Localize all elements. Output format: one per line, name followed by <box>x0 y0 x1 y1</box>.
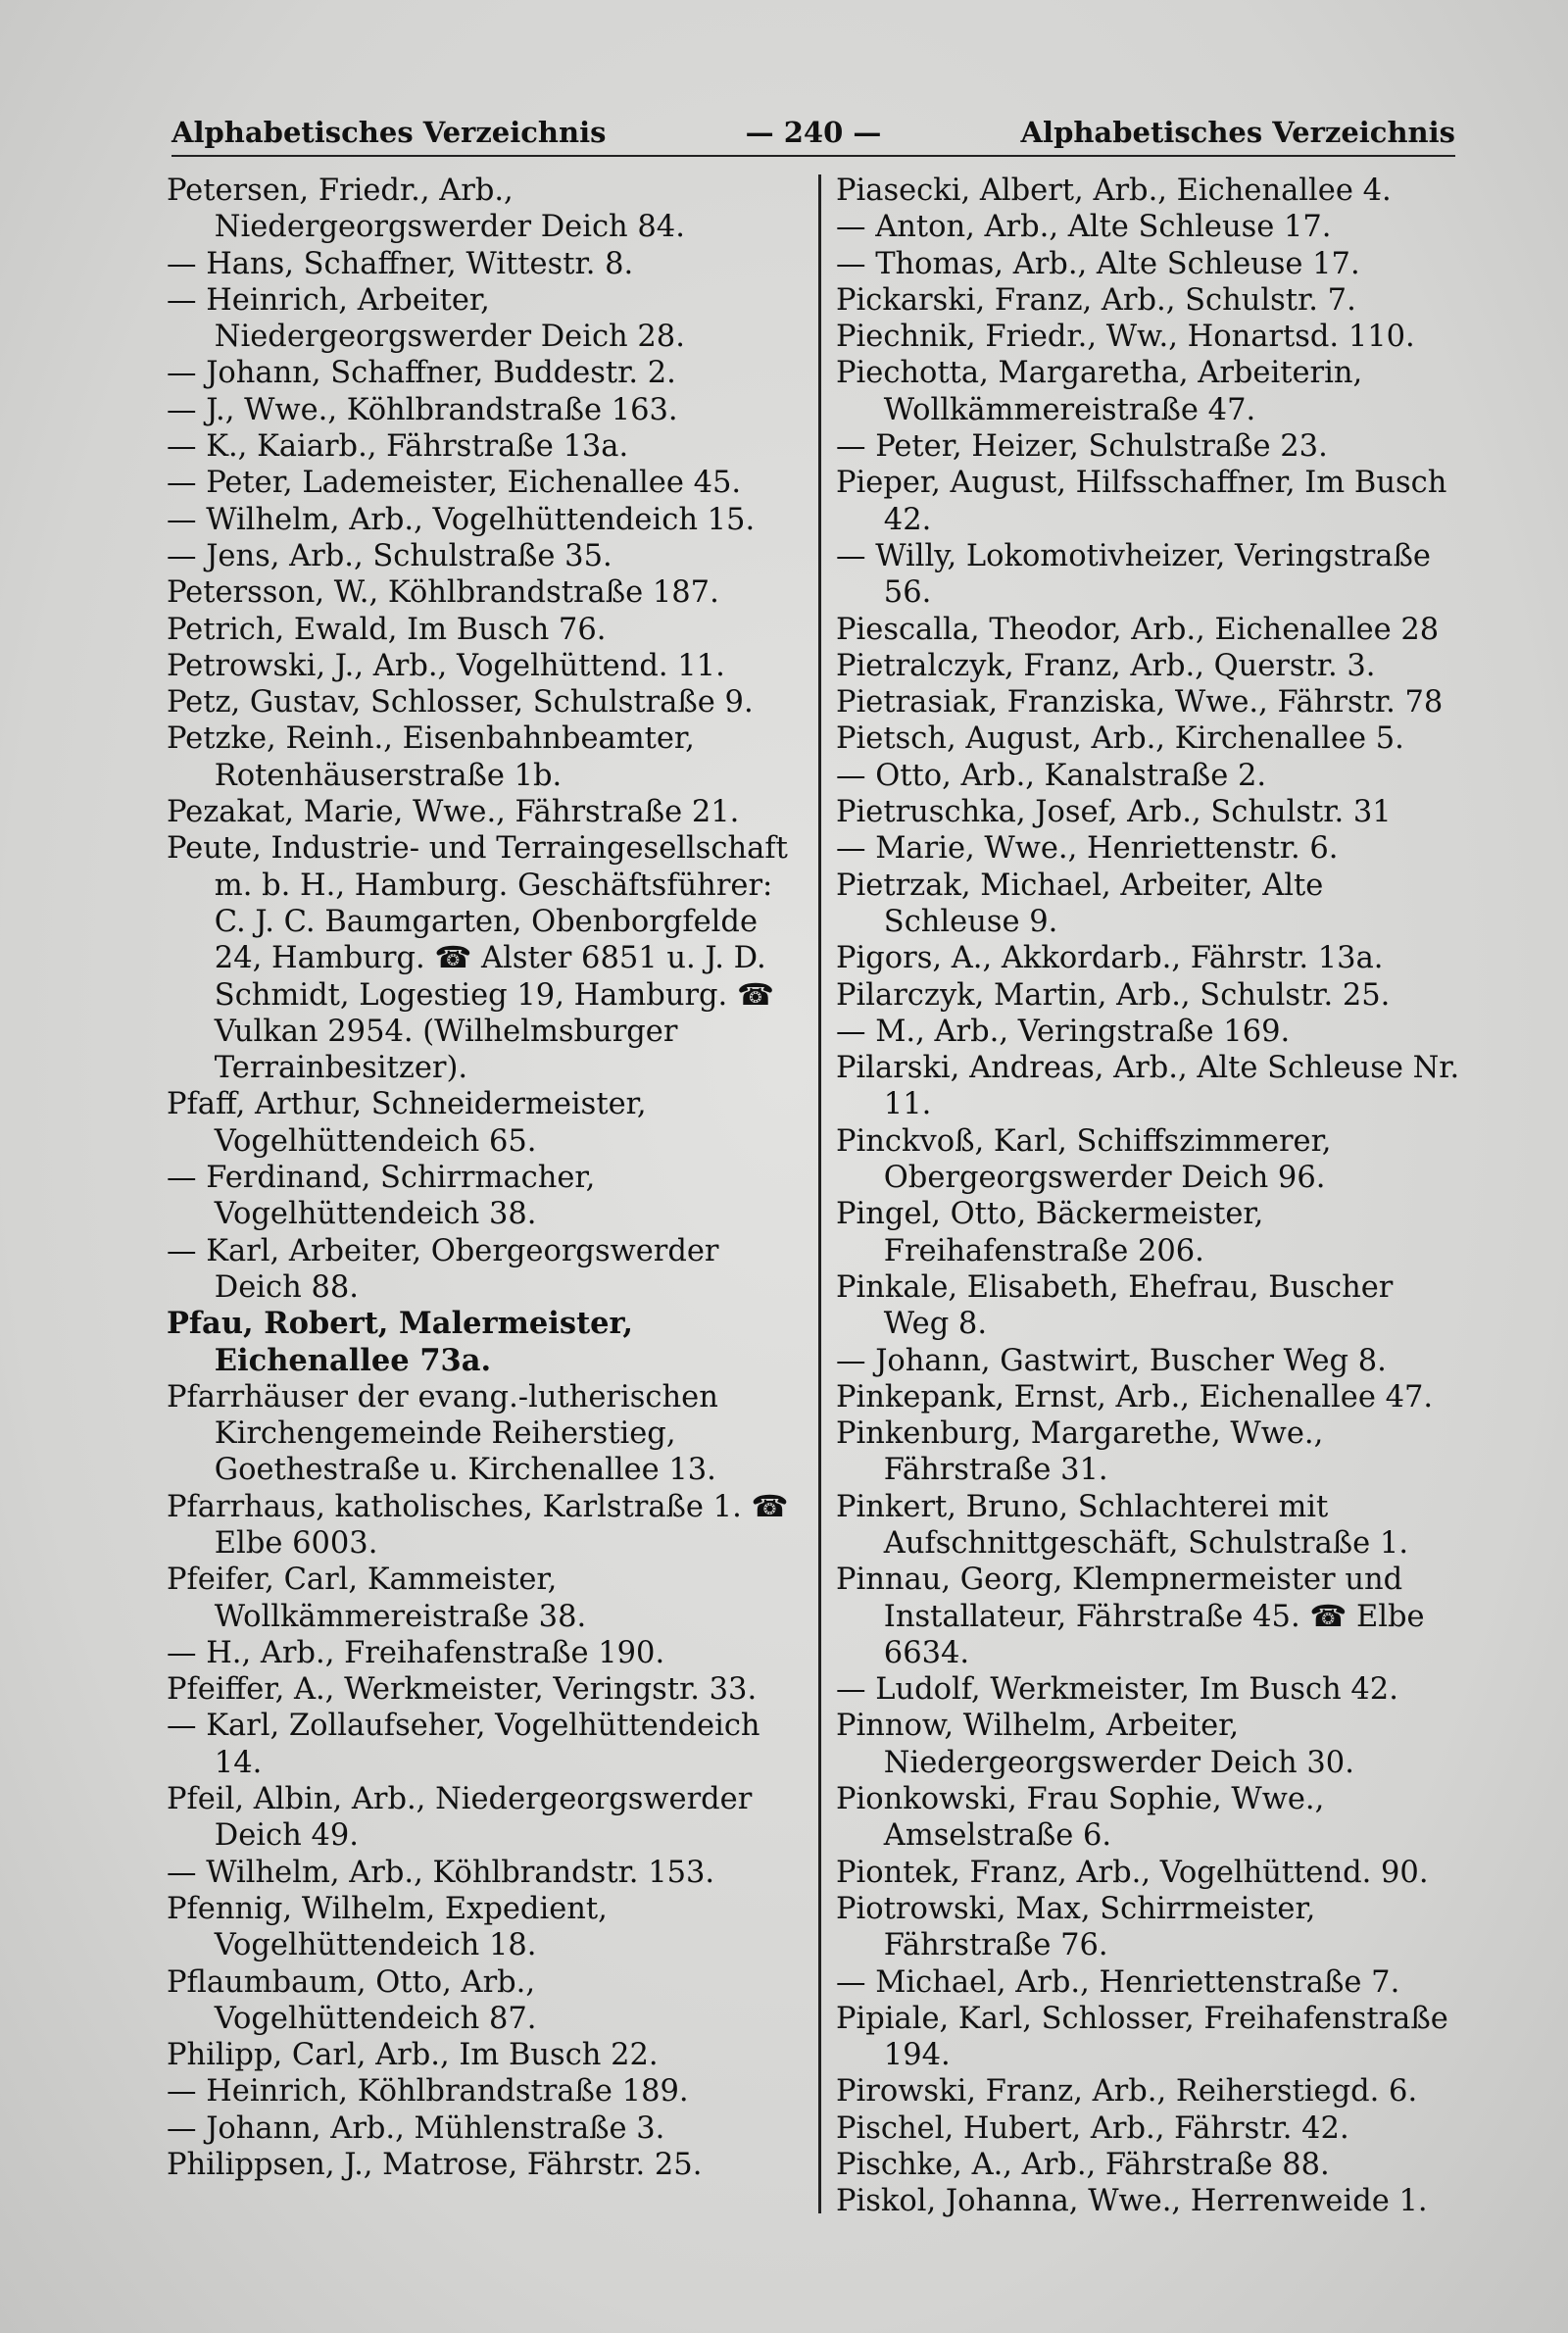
directory-entry: Pieper, August, Hilfsschaffner, Im Busch 42. <box>836 466 1447 537</box>
directory-entry: Petrich, Ewald, Im Busch 76. <box>167 612 607 647</box>
directory-entry: Pietruschka, Josef, Arb., Schulstr. 31 <box>836 795 1392 830</box>
directory-entry: Pfau, Robert, Malermeister, Eichenallee 73a. <box>167 1306 634 1378</box>
directory-entry: Piescalla, Theodor, Arb., Eichenallee 28 <box>836 612 1440 647</box>
directory-entry: — Wilhelm, Arb., Köhlbrandstr. 153. <box>167 1855 715 1890</box>
directory-entry: Piasecki, Albert, Arb., Eichenallee 4. <box>836 174 1392 208</box>
directory-entry: Pflaumbaum, Otto, Arb., Vogelhüttendeich 87. <box>167 1964 537 2036</box>
header-left-title: Alphabetisches Verzeichnis <box>172 116 607 149</box>
directory-entry: Pinkale, Elisabeth, Ehefrau, Buscher Weg 8. <box>836 1269 1394 1342</box>
directory-entry: — Wilhelm, Arb., Vogelhüttendeich 15. <box>167 502 756 537</box>
directory-entry: Petzke, Reinh., Eisenbahnbeamter, Rotenhäuserstraße 1b. <box>167 721 695 793</box>
directory-entry: Pionkowski, Frau Sophie, Wwe., Amselstraße 6. <box>836 1782 1325 1854</box>
directory-entry: Peute, Industrie- und Terraingesellschaft m. b. H., Hamburg. Geschäftsführer: C. J. C. Baumgarten, Obenborgfelde 24, Hamburg. ☎ Alster 6851 u. J. D. Schmidt, Logestieg 19, Hamburg. ☎ Vulkan 2954. (Wilhelmsburger Terrainbesitzer). <box>167 831 788 1086</box>
directory-entry: — Heinrich, Arbeiter, Niedergeorgswerder Deich 28. <box>167 282 685 355</box>
directory-entry: — Otto, Arb., Kanalstraße 2. <box>836 758 1267 793</box>
directory-entry: — Karl, Arbeiter, Obergeorgswerder Deich 88. <box>167 1233 719 1305</box>
directory-entry: Pfeiffer, A., Werkmeister, Veringstr. 33. <box>167 1672 758 1708</box>
directory-entry: — Thomas, Arb., Alte Schleuse 17. <box>836 246 1360 281</box>
directory-entry: Pingel, Otto, Bäckermeister, Freihafenstraße 206. <box>836 1197 1264 1268</box>
directory-entry: Pietrasiak, Franziska, Wwe., Fährstr. 78 <box>836 685 1444 720</box>
directory-entry: — Johann, Gastwirt, Buscher Weg 8. <box>836 1343 1387 1378</box>
directory-entry: Pinckvoß, Karl, Schiffszimmerer, Obergeorgswerder Deich 96. <box>836 1123 1332 1196</box>
directory-entry: — Johann, Arb., Mühlenstraße 3. <box>167 2110 665 2146</box>
directory-entry: — Karl, Zollaufseher, Vogelhüttendeich 14. <box>167 1709 760 1780</box>
directory-entry: — M., Arb., Veringstraße 169. <box>836 1014 1291 1049</box>
directory-entry: Pickarski, Franz, Arb., Schulstr. 7. <box>836 282 1356 318</box>
directory-entry: Piskol, Johanna, Wwe., Herrenweide 1. <box>836 2184 1428 2219</box>
directory-entry: Pezakat, Marie, Wwe., Fährstraße 21. <box>167 795 740 830</box>
directory-entry: Philipp, Carl, Arb., Im Busch 22. <box>167 2038 659 2073</box>
directory-entry: Pfeifer, Carl, Kammeister, Wollkämmereistraße 38. <box>167 1563 587 1634</box>
directory-entry: Petz, Gustav, Schlosser, Schulstraße 9. <box>167 685 754 720</box>
directory-entry: Pietrzak, Michael, Arbeiter, Alte Schleuse 9. <box>836 868 1324 939</box>
directory-entry: Pfarrhaus, katholisches, Karlstraße 1. ☎ Elbe 6003. <box>167 1489 789 1561</box>
directory-entry: — J., Wwe., Köhlbrandstraße 163. <box>167 392 678 427</box>
directory-entry: Piotrowski, Max, Schirrmeister, Fährstraße 76. <box>836 1891 1316 1963</box>
directory-entry: — Johann, Schaffner, Buddestr. 2. <box>167 356 676 391</box>
directory-entry: Piechotta, Margaretha, Arbeiterin, Wollkämmereistraße 47. <box>836 356 1363 427</box>
directory-entry: Pirowski, Franz, Arb., Reiherstiegd. 6. <box>836 2074 1418 2110</box>
left-column <box>167 173 794 2183</box>
directory-entry: Pischel, Hubert, Arb., Fährstr. 42. <box>836 2110 1349 2146</box>
directory-entry: Pipiale, Karl, Schlosser, Freihafenstraße 194. <box>836 2001 1448 2073</box>
directory-entry: Pischke, A., Arb., Fährstraße 88. <box>836 2148 1330 2183</box>
directory-entry: Pietsch, August, Arb., Kirchenallee 5. <box>836 721 1404 757</box>
directory-entry: — Willy, Lokomotivheizer, Veringstraße 56. <box>836 538 1431 611</box>
directory-entry: Pinkepank, Ernst, Arb., Eichenallee 47. <box>836 1379 1434 1415</box>
directory-entry: Pinkenburg, Margarethe, Wwe., Fährstraße 31. <box>836 1416 1324 1488</box>
directory-entry: Pfaff, Arthur, Schneidermeister, Vogelhüttendeich 65. <box>167 1087 647 1159</box>
directory-entry: — K., Kaiarb., Fährstraße 13a. <box>167 429 629 465</box>
directory-entry: Piontek, Franz, Arb., Vogelhüttend. 90. <box>836 1855 1429 1890</box>
directory-entry: — Heinrich, Köhlbrandstraße 189. <box>167 2074 689 2110</box>
directory-entry: Petrowski, J., Arb., Vogelhüttend. 11. <box>167 648 725 683</box>
directory-entry: — Ferdinand, Schirrmacher, Vogelhüttendeich 38. <box>167 1161 596 1232</box>
directory-entry: Petersson, W., Köhlbrandstraße 187. <box>167 575 719 611</box>
directory-entry: — H., Arb., Freihafenstraße 190. <box>167 1635 665 1670</box>
directory-entry: — Michael, Arb., Henriettenstraße 7. <box>836 1964 1400 2000</box>
directory-entry: Pilarczyk, Martin, Arb., Schulstr. 25. <box>836 977 1391 1013</box>
header-right-title: Alphabetisches Verzeichnis <box>1020 116 1455 149</box>
page-number: — 240 — <box>745 116 882 149</box>
column-divider <box>818 174 821 2213</box>
directory-entry: — Ludolf, Werkmeister, Im Busch 42. <box>836 1672 1398 1708</box>
directory-entry: Pfarrhäuser der evang.-lutherischen Kirchengemeinde Reiherstieg, Goethestraße u. Kirchenallee 13. <box>167 1379 718 1488</box>
directory-entry: Pinnow, Wilhelm, Arbeiter, Niedergeorgswerder Deich 30. <box>836 1709 1354 1780</box>
directory-entry: Petersen, Friedr., Arb., Niedergeorgswerder Deich 84. <box>167 174 685 245</box>
directory-entry: Pigors, A., Akkordarb., Fährstr. 13a. <box>836 941 1384 976</box>
directory-entry: Pfeil, Albin, Arb., Niedergeorgswerder Deich 49. <box>167 1782 753 1854</box>
directory-entry: Pfennig, Wilhelm, Expedient, Vogelhüttendeich 18. <box>167 1891 608 1963</box>
directory-entry: — Peter, Lademeister, Eichenallee 45. <box>167 466 742 501</box>
directory-entry: Pinnau, Georg, Klempnermeister und Installateur, Fährstraße 45. ☎ Elbe 6634. <box>836 1563 1425 1670</box>
directory-entry: Pietralczyk, Franz, Arb., Querstr. 3. <box>836 648 1376 683</box>
directory-entry: — Anton, Arb., Alte Schleuse 17. <box>836 210 1332 245</box>
directory-entry: Pinkert, Bruno, Schlachterei mit Aufschnittgeschäft, Schulstraße 1. <box>836 1489 1409 1561</box>
directory-entry: — Peter, Heizer, Schulstraße 23. <box>836 429 1328 465</box>
directory-entry: Pilarski, Andreas, Arb., Alte Schleuse Nr. 11. <box>836 1051 1460 1122</box>
right-column <box>836 173 1463 2220</box>
directory-entry: Philippsen, J., Matrose, Fährstr. 25. <box>167 2148 703 2183</box>
directory-entry: — Marie, Wwe., Henriettenstr. 6. <box>836 831 1339 867</box>
page-header <box>172 116 1455 157</box>
directory-entry: — Jens, Arb., Schulstraße 35. <box>167 538 612 573</box>
directory-entry: — Hans, Schaffner, Wittestr. 8. <box>167 246 634 281</box>
directory-entry: Piechnik, Friedr., Ww., Honartsd. 110. <box>836 320 1415 355</box>
